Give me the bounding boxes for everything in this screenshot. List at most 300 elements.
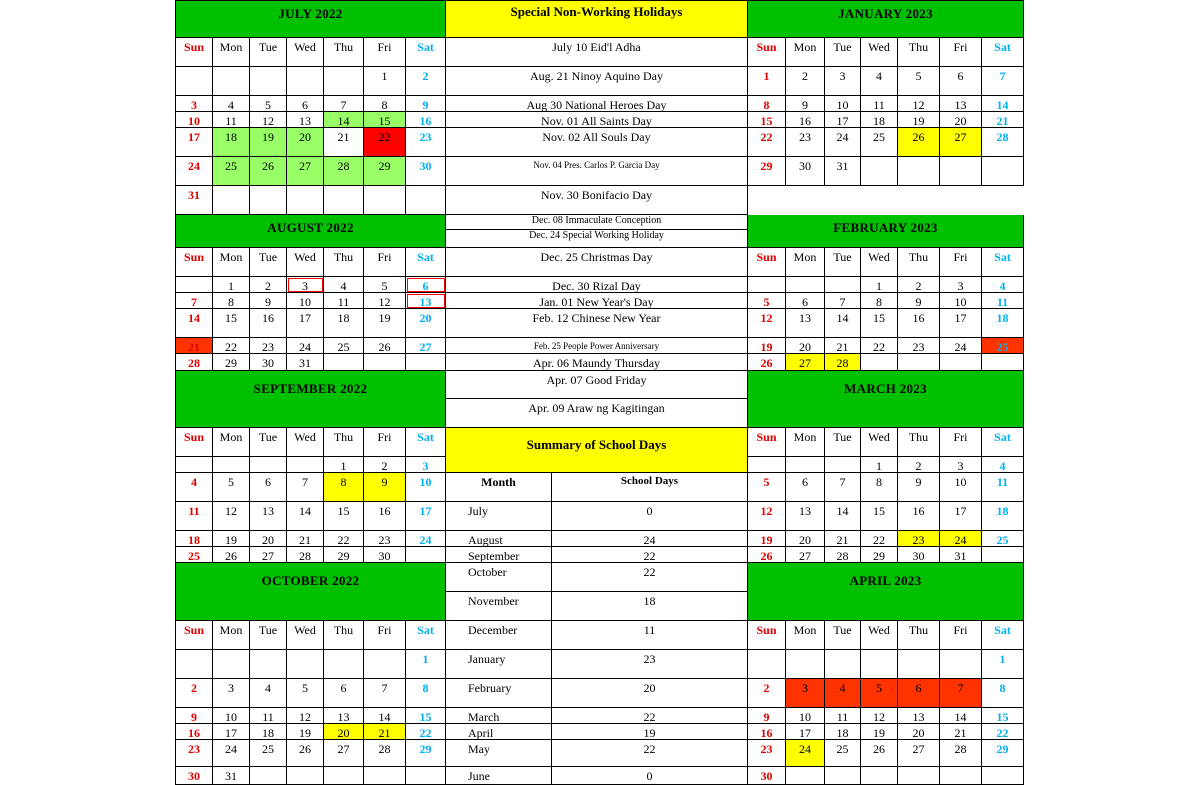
weekday-label: Fri — [364, 248, 406, 277]
date-cell: 13 — [898, 708, 940, 724]
date-cell: 25 — [825, 740, 861, 767]
date-cell: 1 — [364, 67, 406, 96]
date-cell: 11 — [213, 112, 250, 128]
date-cell: 11 — [982, 293, 1024, 309]
date-cell: 19 — [250, 128, 287, 157]
date-cell: 30 — [250, 354, 287, 371]
date-cell — [861, 650, 898, 679]
summary-month: October — [446, 563, 552, 592]
date-cell: 20 — [940, 112, 982, 128]
weekday-label: Sat — [406, 38, 446, 67]
date-cell: 3 — [175, 96, 213, 112]
weekday-label: Tue — [825, 428, 861, 457]
date-cell: 9 — [364, 473, 406, 502]
date-cell: 5 — [748, 293, 786, 309]
date-cell: 12 — [748, 502, 786, 531]
date-cell: 8 — [861, 473, 898, 502]
date-cell: 12 — [748, 309, 786, 338]
date-cell: 7 — [982, 67, 1024, 96]
summary-month: June — [446, 767, 552, 785]
holiday-item: Feb. 12 Chinese New Year — [446, 309, 748, 338]
date-cell — [324, 767, 364, 785]
date-cell: 12 — [250, 112, 287, 128]
holiday-item: Feb. 25 People Power Anniversary — [446, 338, 748, 354]
date-cell: 4 — [175, 473, 213, 502]
date-cell: 23 — [364, 531, 406, 547]
date-cell: 21 — [324, 128, 364, 157]
date-cell: 6 — [786, 293, 825, 309]
date-cell: 8 — [748, 96, 786, 112]
date-cell: 1 — [982, 650, 1024, 679]
weekday-label: Wed — [861, 428, 898, 457]
date-cell: 19 — [861, 724, 898, 740]
holiday-item: Aug. 21 Ninoy Aquino Day — [446, 67, 748, 96]
date-cell: 11 — [825, 708, 861, 724]
date-cell: 27 — [324, 740, 364, 767]
date-cell — [250, 67, 287, 96]
date-cell — [406, 354, 446, 371]
date-cell: 21 — [982, 112, 1024, 128]
summary-days-header: School Days — [552, 473, 748, 502]
weekday-label: Tue — [825, 38, 861, 67]
date-cell: 3 — [287, 277, 324, 293]
date-cell: 30 — [748, 767, 786, 785]
date-cell: 11 — [861, 96, 898, 112]
date-cell: 21 — [175, 338, 213, 354]
date-cell: 28 — [940, 740, 982, 767]
date-cell: 26 — [748, 547, 786, 563]
date-cell: 1 — [748, 67, 786, 96]
date-cell — [324, 186, 364, 215]
date-cell: 28 — [825, 547, 861, 563]
weekday-label: Sat — [982, 248, 1024, 277]
date-cell: 17 — [940, 309, 982, 338]
summary-days: 11 — [552, 621, 748, 650]
summary-month: May — [446, 740, 552, 767]
date-cell: 10 — [786, 708, 825, 724]
date-cell — [250, 767, 287, 785]
weekday-label: Thu — [324, 248, 364, 277]
date-cell: 26 — [898, 128, 940, 157]
weekday-label: Fri — [940, 248, 982, 277]
date-cell: 30 — [175, 767, 213, 785]
date-cell: 6 — [324, 679, 364, 708]
weekday-label: Thu — [898, 621, 940, 650]
date-cell: 19 — [287, 724, 324, 740]
date-cell: 22 — [406, 724, 446, 740]
date-cell: 8 — [861, 293, 898, 309]
date-cell: 28 — [825, 354, 861, 371]
date-cell: 28 — [364, 740, 406, 767]
weekday-label: Fri — [940, 428, 982, 457]
date-cell — [940, 354, 982, 371]
date-cell: 21 — [287, 531, 324, 547]
date-cell: 29 — [861, 547, 898, 563]
date-cell: 7 — [825, 293, 861, 309]
date-cell: 26 — [213, 547, 250, 563]
date-cell — [982, 157, 1024, 186]
summary-days: 0 — [552, 502, 748, 531]
date-cell: 31 — [940, 547, 982, 563]
date-cell: 3 — [786, 679, 825, 708]
date-cell — [825, 457, 861, 473]
date-cell: 6 — [786, 473, 825, 502]
date-cell — [861, 354, 898, 371]
summary-days: 22 — [552, 740, 748, 767]
weekday-label: Thu — [324, 38, 364, 67]
date-cell — [213, 457, 250, 473]
date-cell: 2 — [406, 67, 446, 96]
date-cell: 18 — [825, 724, 861, 740]
month-title: MARCH 2023 — [748, 371, 1024, 428]
date-cell: 10 — [175, 112, 213, 128]
holidays-title: Special Non-Working Holidays — [446, 0, 748, 38]
date-cell — [406, 547, 446, 563]
date-cell: 2 — [364, 457, 406, 473]
weekday-label: Mon — [786, 621, 825, 650]
date-cell: 31 — [825, 157, 861, 186]
date-cell — [982, 354, 1024, 371]
date-cell — [786, 277, 825, 293]
date-cell — [287, 186, 324, 215]
weekday-label: Tue — [250, 38, 287, 67]
date-cell: 11 — [250, 708, 287, 724]
date-cell: 7 — [324, 96, 364, 112]
date-cell — [175, 650, 213, 679]
date-cell: 21 — [940, 724, 982, 740]
date-cell: 29 — [213, 354, 250, 371]
date-cell — [825, 767, 861, 785]
date-cell: 3 — [406, 457, 446, 473]
summary-days: 22 — [552, 547, 748, 563]
date-cell — [364, 186, 406, 215]
date-cell: 6 — [898, 679, 940, 708]
date-cell: 26 — [250, 157, 287, 186]
holiday-item: Apr. 09 Araw ng Kagitingan — [446, 399, 748, 428]
date-cell — [324, 650, 364, 679]
weekday-label: Mon — [786, 38, 825, 67]
summary-month: July — [446, 502, 552, 531]
weekday-label: Sun — [748, 621, 786, 650]
date-cell: 12 — [861, 708, 898, 724]
date-cell: 5 — [748, 473, 786, 502]
date-cell: 4 — [861, 67, 898, 96]
date-cell: 1 — [861, 277, 898, 293]
date-cell: 28 — [324, 157, 364, 186]
date-cell — [175, 277, 213, 293]
date-cell: 2 — [175, 679, 213, 708]
holiday-item: Dec. 25 Christmas Day — [446, 248, 748, 277]
date-cell: 25 — [982, 338, 1024, 354]
weekday-label: Tue — [825, 248, 861, 277]
holiday-item: July 10 Eid'l Adha — [446, 38, 748, 67]
date-cell — [250, 650, 287, 679]
date-cell: 29 — [406, 740, 446, 767]
date-cell: 26 — [287, 740, 324, 767]
month-title: AUGUST 2022 — [175, 215, 446, 248]
date-cell: 3 — [940, 277, 982, 293]
weekday-label: Fri — [364, 38, 406, 67]
date-cell — [898, 650, 940, 679]
date-cell: 5 — [287, 679, 324, 708]
date-cell: 23 — [406, 128, 446, 157]
date-cell: 13 — [786, 502, 825, 531]
date-cell: 27 — [287, 157, 324, 186]
date-cell: 14 — [287, 502, 324, 531]
weekday-label: Sun — [175, 248, 213, 277]
date-cell: 2 — [898, 457, 940, 473]
date-cell: 22 — [213, 338, 250, 354]
date-cell: 20 — [324, 724, 364, 740]
date-cell — [175, 67, 213, 96]
weekday-label: Wed — [287, 428, 324, 457]
date-cell: 1 — [406, 650, 446, 679]
date-cell — [287, 767, 324, 785]
weekday-label: Fri — [940, 38, 982, 67]
holiday-item: Apr. 06 Maundy Thursday — [446, 354, 748, 371]
date-cell: 28 — [287, 547, 324, 563]
date-cell: 9 — [898, 473, 940, 502]
date-cell: 23 — [250, 338, 287, 354]
weekday-label: Fri — [364, 621, 406, 650]
month-title: OCTOBER 2022 — [175, 563, 446, 621]
date-cell: 20 — [786, 338, 825, 354]
date-cell: 27 — [406, 338, 446, 354]
date-cell: 14 — [825, 309, 861, 338]
weekday-label: Sun — [748, 248, 786, 277]
date-cell — [287, 457, 324, 473]
month-title: APRIL 2023 — [748, 563, 1024, 621]
date-cell — [250, 457, 287, 473]
weekday-label: Mon — [213, 38, 250, 67]
date-cell: 5 — [861, 679, 898, 708]
date-cell: 27 — [786, 547, 825, 563]
weekday-label: Mon — [786, 248, 825, 277]
date-cell: 14 — [175, 309, 213, 338]
date-cell: 10 — [406, 473, 446, 502]
summary-days: 19 — [552, 724, 748, 740]
date-cell: 17 — [175, 128, 213, 157]
date-cell: 24 — [213, 740, 250, 767]
date-cell — [982, 767, 1024, 785]
date-cell: 3 — [213, 679, 250, 708]
date-cell: 24 — [825, 128, 861, 157]
weekday-label: Wed — [861, 38, 898, 67]
weekday-label: Sun — [748, 428, 786, 457]
date-cell: 17 — [786, 724, 825, 740]
weekday-label: Sun — [175, 428, 213, 457]
date-cell: 4 — [250, 679, 287, 708]
date-cell: 19 — [213, 531, 250, 547]
date-cell — [250, 186, 287, 215]
date-cell: 16 — [748, 724, 786, 740]
date-cell: 5 — [364, 277, 406, 293]
date-cell: 30 — [406, 157, 446, 186]
date-cell: 4 — [213, 96, 250, 112]
date-cell: 22 — [861, 338, 898, 354]
weekday-label: Wed — [287, 248, 324, 277]
date-cell: 30 — [898, 547, 940, 563]
weekday-label: Tue — [825, 621, 861, 650]
holiday-item: Dec. 08 Immaculate Conception — [446, 215, 748, 230]
date-cell: 19 — [364, 309, 406, 338]
date-cell: 23 — [898, 531, 940, 547]
date-cell: 10 — [825, 96, 861, 112]
date-cell — [287, 650, 324, 679]
date-cell — [940, 767, 982, 785]
date-cell — [213, 186, 250, 215]
date-cell: 25 — [250, 740, 287, 767]
date-cell — [982, 547, 1024, 563]
summary-days: 22 — [552, 563, 748, 592]
date-cell: 7 — [175, 293, 213, 309]
weekday-label: Thu — [898, 248, 940, 277]
date-cell: 13 — [940, 96, 982, 112]
summary-title: Summary of School Days — [446, 428, 748, 473]
weekday-label: Sat — [982, 428, 1024, 457]
summary-month: September — [446, 547, 552, 563]
date-cell: 2 — [786, 67, 825, 96]
summary-month: March — [446, 708, 552, 724]
date-cell — [898, 767, 940, 785]
date-cell: 12 — [898, 96, 940, 112]
date-cell: 2 — [748, 679, 786, 708]
summary-month: December — [446, 621, 552, 650]
date-cell: 5 — [898, 67, 940, 96]
date-cell: 8 — [213, 293, 250, 309]
summary-month: April — [446, 724, 552, 740]
date-cell: 15 — [324, 502, 364, 531]
date-cell: 21 — [825, 531, 861, 547]
date-cell: 5 — [250, 96, 287, 112]
weekday-label: Fri — [940, 621, 982, 650]
date-cell: 22 — [324, 531, 364, 547]
holiday-item: Dec. 30 Rizal Day — [446, 277, 748, 293]
date-cell: 29 — [364, 157, 406, 186]
date-cell: 19 — [748, 531, 786, 547]
holiday-item: Nov. 04 Pres. Carlos P. Garcia Day — [446, 157, 748, 186]
date-cell: 26 — [364, 338, 406, 354]
weekday-label: Fri — [364, 428, 406, 457]
date-cell: 25 — [213, 157, 250, 186]
date-cell: 14 — [825, 502, 861, 531]
date-cell — [940, 650, 982, 679]
weekday-label: Tue — [250, 428, 287, 457]
weekday-label: Sun — [175, 38, 213, 67]
date-cell: 8 — [406, 679, 446, 708]
date-cell: 17 — [406, 502, 446, 531]
date-cell: 31 — [287, 354, 324, 371]
date-cell — [898, 354, 940, 371]
date-cell: 13 — [406, 293, 446, 309]
date-cell: 6 — [406, 277, 446, 293]
date-cell: 25 — [175, 547, 213, 563]
date-cell: 2 — [898, 277, 940, 293]
date-cell: 4 — [324, 277, 364, 293]
date-cell: 14 — [324, 112, 364, 128]
date-cell: 6 — [250, 473, 287, 502]
date-cell: 25 — [324, 338, 364, 354]
date-cell: 11 — [324, 293, 364, 309]
date-cell: 11 — [175, 502, 213, 531]
date-cell: 24 — [175, 157, 213, 186]
weekday-label: Wed — [861, 248, 898, 277]
date-cell: 23 — [898, 338, 940, 354]
date-cell: 7 — [940, 679, 982, 708]
summary-days: 0 — [552, 767, 748, 785]
month-title: FEBRUARY 2023 — [748, 215, 1024, 248]
date-cell: 31 — [175, 186, 213, 215]
summary-days: 23 — [552, 650, 748, 679]
date-cell: 6 — [940, 67, 982, 96]
date-cell: 15 — [861, 502, 898, 531]
date-cell: 21 — [364, 724, 406, 740]
date-cell: 19 — [898, 112, 940, 128]
date-cell: 14 — [940, 708, 982, 724]
month-title: JANUARY 2023 — [748, 0, 1024, 38]
weekday-label: Sat — [406, 248, 446, 277]
date-cell: 26 — [748, 354, 786, 371]
date-cell: 7 — [364, 679, 406, 708]
date-cell: 27 — [786, 354, 825, 371]
date-cell: 13 — [324, 708, 364, 724]
holiday-item: Apr. 07 Good Friday — [446, 371, 748, 399]
date-cell: 23 — [786, 128, 825, 157]
date-cell: 20 — [406, 309, 446, 338]
date-cell — [406, 767, 446, 785]
weekday-label: Wed — [861, 621, 898, 650]
date-cell: 16 — [786, 112, 825, 128]
weekday-label: Wed — [287, 621, 324, 650]
date-cell: 24 — [786, 740, 825, 767]
date-cell: 18 — [861, 112, 898, 128]
date-cell: 15 — [213, 309, 250, 338]
date-cell: 24 — [287, 338, 324, 354]
date-cell: 3 — [825, 67, 861, 96]
date-cell: 4 — [982, 457, 1024, 473]
date-cell — [175, 457, 213, 473]
date-cell: 14 — [364, 708, 406, 724]
summary-days: 20 — [552, 679, 748, 708]
weekday-label: Tue — [250, 248, 287, 277]
date-cell: 29 — [982, 740, 1024, 767]
date-cell — [825, 277, 861, 293]
date-cell: 11 — [982, 473, 1024, 502]
date-cell: 15 — [982, 708, 1024, 724]
date-cell: 22 — [364, 128, 406, 157]
date-cell — [364, 650, 406, 679]
date-cell: 15 — [364, 112, 406, 128]
summary-month-header: Month — [446, 473, 552, 502]
date-cell: 12 — [213, 502, 250, 531]
date-cell: 22 — [982, 724, 1024, 740]
date-cell: 8 — [364, 96, 406, 112]
date-cell: 15 — [861, 309, 898, 338]
weekday-label: Mon — [213, 621, 250, 650]
date-cell: 29 — [324, 547, 364, 563]
date-cell: 12 — [287, 708, 324, 724]
weekday-label: Thu — [324, 428, 364, 457]
date-cell — [786, 457, 825, 473]
date-cell: 25 — [982, 531, 1024, 547]
date-cell: 20 — [898, 724, 940, 740]
date-cell: 18 — [324, 309, 364, 338]
date-cell: 15 — [748, 112, 786, 128]
date-cell: 18 — [982, 502, 1024, 531]
date-cell — [364, 767, 406, 785]
date-cell: 20 — [287, 128, 324, 157]
summary-month: February — [446, 679, 552, 708]
